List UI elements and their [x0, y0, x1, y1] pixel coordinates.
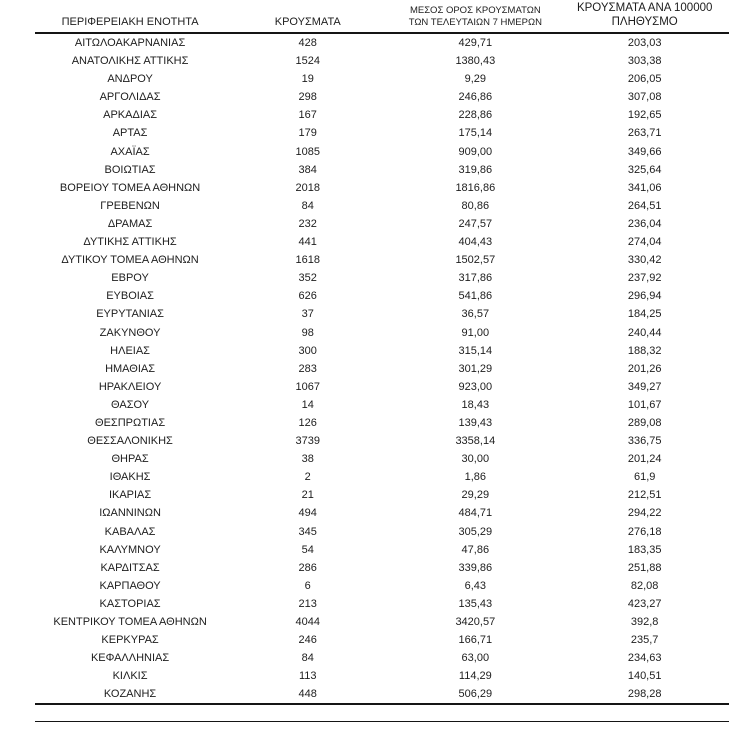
cases-cell: 1524: [295, 55, 320, 68]
table-row: [35, 233, 729, 251]
region-name-cell: ΚΑΣΤΟΡΙΑΣ: [99, 597, 161, 610]
cases-cell: 179: [298, 127, 317, 140]
per100k-cell: 296,94: [627, 290, 662, 303]
table-row: [35, 106, 729, 124]
region-name-cell: ΚΟΖΑΝΗΣ: [35, 685, 225, 704]
region-name-cell: ΚΑΡΔΙΤΣΑΣ: [100, 561, 160, 574]
cases-cell: 626: [298, 290, 317, 303]
table-row: [35, 378, 729, 396]
per100k-cell: 183,35: [627, 543, 662, 556]
region-name-cell: ΘΕΣΠΡΩΤΙΑΣ: [95, 416, 166, 429]
avg7-cell: 228,86: [458, 109, 493, 122]
avg7-cell: 317,86: [458, 272, 493, 285]
avg7-cell: 319,86: [458, 163, 493, 176]
column-header-cases-per-100k-line1: ΚΡΟΥΣΜΑΤΑ ΑΝΑ 100000: [576, 2, 713, 14]
per100k-cell: 101,67: [627, 398, 662, 411]
region-name-cell: ΕΒΡΟΥ: [111, 272, 149, 285]
per100k-cell: 184,25: [627, 308, 662, 321]
cases-cell: 384: [298, 163, 317, 176]
table-row: [35, 396, 729, 414]
cases-cell: 448: [225, 685, 390, 704]
cases-cell: 113: [298, 670, 317, 683]
per100k-cell: 289,08: [627, 416, 662, 429]
region-name-cell: ΑΡΓΟΛΙΔΑΣ: [99, 91, 161, 104]
region-name-cell: ΚΑΛΥΜΝΟΥ: [99, 543, 161, 556]
avg7-cell: 923,00: [458, 380, 493, 393]
cases-cell: 2018: [295, 181, 320, 194]
table-row: [35, 88, 729, 106]
per100k-cell: 201,26: [627, 362, 662, 375]
table-row: [35, 179, 729, 197]
avg7-cell: 909,00: [458, 145, 493, 158]
cases-cell: 352: [298, 272, 317, 285]
cases-cell: 84: [301, 652, 314, 665]
avg7-cell: 9,29: [464, 73, 487, 86]
cases-cell: 37: [301, 308, 314, 321]
region-name-cell: ΕΥΒΟΙΑΣ: [106, 290, 154, 303]
region-name-cell: ΙΚΑΡΙΑΣ: [108, 489, 152, 502]
per100k-cell: 341,06: [627, 181, 662, 194]
region-name-cell: ΔΥΤΙΚΟΥ ΤΟΜΕΑ ΑΘΗΝΩΝ: [61, 254, 199, 267]
per100k-cell: 264,51: [627, 199, 662, 212]
per100k-cell: 349,27: [627, 380, 662, 393]
cases-cell: 246: [298, 634, 317, 647]
regional-cases-document: [35, 0, 729, 722]
per100k-cell: 276,18: [627, 525, 662, 538]
table-row: [35, 52, 729, 70]
column-header-cases: ΚΡΟΥΣΜΑΤΑ: [225, 0, 390, 33]
table-row: [35, 432, 729, 450]
per100k-cell: 330,42: [627, 254, 662, 267]
table-row: [35, 342, 729, 360]
table-row: [35, 667, 729, 685]
avg7-cell: 246,86: [458, 91, 493, 104]
cases-cell: 298: [298, 91, 317, 104]
cases-cell: 3739: [295, 435, 320, 448]
avg7-cell: 301,29: [458, 362, 493, 375]
per100k-cell: 236,04: [627, 217, 662, 230]
region-name-cell: ΙΘΑΚΗΣ: [109, 471, 151, 484]
table-row: [35, 414, 729, 432]
table-row: [35, 143, 729, 161]
cases-cell: 283: [298, 362, 317, 375]
region-name-cell: ΗΛΕΙΑΣ: [110, 344, 150, 357]
per100k-cell: 336,75: [627, 435, 662, 448]
per100k-cell: 192,65: [627, 109, 662, 122]
table-row: [35, 269, 729, 287]
cases-cell: 98: [301, 326, 314, 339]
avg7-cell: 429,71: [458, 37, 493, 49]
table-row: [35, 197, 729, 215]
per100k-cell: 251,88: [627, 561, 662, 574]
table-row: [35, 613, 729, 631]
table-row: [35, 577, 729, 595]
table-header-row: [35, 0, 729, 33]
table-row: [35, 649, 729, 667]
avg7-cell: 404,43: [458, 236, 493, 249]
avg7-cell: 139,43: [458, 416, 493, 429]
table-row: [35, 33, 729, 52]
avg7-cell: 166,71: [458, 634, 493, 647]
region-name-cell: ΚΑΡΠΑΘΟΥ: [99, 579, 161, 592]
region-name-cell: ΑΧΑΪΑΣ: [110, 145, 150, 158]
region-name-cell: ΒΟΙΩΤΙΑΣ: [104, 163, 156, 176]
cases-cell: 494: [298, 507, 317, 520]
cases-cell: 428: [298, 37, 317, 49]
region-name-cell: ΖΑΚΥΝΘΟΥ: [99, 326, 161, 339]
region-name-cell: ΘΕΣΣΑΛΟΝΙΚΗΣ: [87, 435, 173, 448]
per100k-cell: 274,04: [627, 236, 662, 249]
avg7-cell: 91,00: [461, 326, 490, 339]
per100k-cell: 423,27: [627, 597, 662, 610]
column-header-7day-average-line1: ΜΕΣΟΣ ΟΡΟΣ ΚΡΟΥΣΜΑΤΩΝ: [409, 5, 541, 16]
cases-cell: 84: [301, 199, 314, 212]
region-name-cell: ΑΡΚΑΔΙΑΣ: [103, 109, 158, 122]
avg7-cell: 18,43: [461, 398, 490, 411]
region-name-cell: ΑΝΑΤΟΛΙΚΗΣ ΑΤΤΙΚΗΣ: [71, 55, 189, 68]
cases-cell: 1067: [295, 380, 320, 393]
table-row: [35, 450, 729, 468]
avg7-cell: 6,43: [464, 579, 487, 592]
region-name-cell: ΙΩΑΝΝΙΝΩΝ: [99, 507, 161, 520]
cases-cell: 19: [301, 73, 314, 86]
per100k-cell: 325,64: [627, 163, 662, 176]
region-name-cell: ΗΜΑΘΙΑΣ: [105, 362, 156, 375]
avg7-cell: 36,57: [461, 308, 490, 321]
cases-cell: 441: [298, 236, 317, 249]
region-name-cell: ΚΙΛΚΙΣ: [112, 670, 148, 683]
region-name-cell: ΚΕΡΚΥΡΑΣ: [101, 634, 159, 647]
table-row: [35, 595, 729, 613]
table-row: [35, 251, 729, 269]
region-name-cell: ΚΕΦΑΛΛΗΝΙΑΣ: [90, 652, 170, 665]
per100k-cell: 392,8: [630, 616, 659, 628]
region-name-cell: ΑΝΔΡΟΥ: [107, 73, 153, 86]
avg7-cell: 1380,43: [455, 55, 496, 68]
table-row: [35, 287, 729, 305]
per100k-cell: 234,63: [627, 652, 662, 665]
per100k-cell: 188,32: [627, 344, 662, 357]
avg7-cell: 30,00: [461, 453, 490, 466]
column-header-cases-per-100k: [560, 0, 729, 33]
region-name-cell: ΔΡΑΜΑΣ: [107, 217, 153, 230]
table-row: [35, 504, 729, 522]
cases-cell: 54: [301, 543, 314, 556]
per100k-cell: 298,28: [560, 685, 729, 704]
avg7-cell: 506,29: [390, 685, 560, 704]
avg7-cell: 29,29: [461, 489, 490, 502]
table-body: [35, 33, 729, 704]
per100k-cell: 203,03: [627, 37, 662, 49]
cases-cell: 21: [301, 489, 314, 502]
cases-cell: 4044: [295, 616, 320, 628]
region-name-cell: ΒΟΡΕΙΟΥ ΤΟΜΕΑ ΑΘΗΝΩΝ: [59, 181, 201, 194]
cases-cell: 126: [298, 416, 317, 429]
avg7-cell: 339,86: [458, 561, 493, 574]
table-row: [35, 523, 729, 541]
table-row: [35, 685, 729, 704]
cases-cell: 14: [301, 398, 314, 411]
cases-cell: 232: [298, 217, 317, 230]
table-row: [35, 541, 729, 559]
per100k-cell: 212,51: [627, 489, 662, 502]
table-row: [35, 215, 729, 233]
avg7-cell: 1502,57: [455, 254, 496, 267]
avg7-cell: 80,86: [461, 199, 490, 212]
per100k-cell: 237,92: [627, 272, 662, 285]
per100k-cell: 303,38: [627, 55, 662, 68]
column-header-7day-average: [390, 0, 560, 33]
avg7-cell: 247,57: [458, 217, 493, 230]
per100k-cell: 201,24: [627, 453, 662, 466]
avg7-cell: 3358,14: [455, 435, 496, 448]
table-row: [35, 324, 729, 342]
avg7-cell: 47,86: [461, 543, 490, 556]
region-name-cell: ΑΙΤΩΛΟΑΚΑΡΝΑΝΙΑΣ: [74, 37, 186, 49]
region-name-cell: ΗΡΑΚΛΕΙΟΥ: [98, 380, 162, 393]
per100k-cell: 349,66: [627, 145, 662, 158]
cases-table: [35, 0, 729, 705]
region-name-cell: ΚΑΒΑΛΑΣ: [104, 525, 156, 538]
table-row: [35, 70, 729, 88]
cases-cell: 213: [298, 597, 317, 610]
bottom-rule: [35, 721, 729, 722]
per100k-cell: 206,05: [627, 73, 662, 86]
table-row: [35, 559, 729, 577]
cases-cell: 345: [298, 525, 317, 538]
table-row: [35, 305, 729, 323]
avg7-cell: 315,14: [458, 344, 493, 357]
cases-cell: 1618: [295, 254, 320, 267]
avg7-cell: 135,43: [458, 597, 493, 610]
cases-cell: 1085: [295, 145, 320, 158]
region-name-cell: ΘΗΡΑΣ: [111, 453, 149, 466]
per100k-cell: 307,08: [627, 91, 662, 104]
cases-cell: 300: [298, 344, 317, 357]
per100k-cell: 235,7: [630, 634, 659, 647]
per100k-cell: 61,9: [633, 471, 656, 484]
avg7-cell: 541,86: [458, 290, 493, 303]
table-row: [35, 161, 729, 179]
avg7-cell: 305,29: [458, 525, 493, 538]
avg7-cell: 3420,57: [455, 616, 496, 628]
region-name-cell: ΔΥΤΙΚΗΣ ΑΤΤΙΚΗΣ: [83, 236, 177, 249]
table-row: [35, 486, 729, 504]
region-name-cell: ΑΡΤΑΣ: [112, 127, 148, 140]
cases-cell: 167: [298, 109, 317, 122]
table-row: [35, 631, 729, 649]
per100k-cell: 240,44: [627, 326, 662, 339]
avg7-cell: 63,00: [461, 652, 490, 665]
column-header-region: ΠΕΡΙΦΕΡΕΙΑΚΗ ΕΝΟΤΗΤΑ: [35, 0, 225, 33]
column-header-7day-average-line2: ΤΩΝ ΤΕΛΕΥΤΑΙΩΝ 7 ΗΜΕΡΩΝ: [408, 17, 542, 28]
avg7-cell: 175,14: [458, 127, 493, 140]
cases-cell: 2: [304, 471, 311, 484]
cases-cell: 38: [301, 453, 314, 466]
table-row: [35, 124, 729, 142]
cases-cell: 286: [298, 561, 317, 574]
avg7-cell: 114,29: [458, 670, 492, 683]
per100k-cell: 82,08: [630, 579, 659, 592]
per100k-cell: 140,51: [627, 670, 662, 683]
avg7-cell: 1816,86: [455, 181, 496, 194]
region-name-cell: ΓΡΕΒΕΝΩΝ: [100, 199, 160, 212]
per100k-cell: 263,71: [627, 127, 662, 140]
region-name-cell: ΕΥΡΥΤΑΝΙΑΣ: [96, 308, 164, 321]
region-name-cell: ΚΕΝΤΡΙΚΟΥ ΤΟΜΕΑ ΑΘΗΝΩΝ: [53, 616, 207, 628]
region-name-cell: ΘΑΣΟΥ: [111, 398, 150, 411]
column-header-cases-per-100k-line2: ΠΛΗΘΥΣΜΟ: [611, 15, 678, 28]
avg7-cell: 484,71: [458, 507, 493, 520]
cases-cell: 6: [304, 579, 311, 592]
table-row: [35, 360, 729, 378]
per100k-cell: 294,22: [627, 507, 662, 520]
avg7-cell: 1,86: [464, 471, 487, 484]
table-row: [35, 468, 729, 486]
